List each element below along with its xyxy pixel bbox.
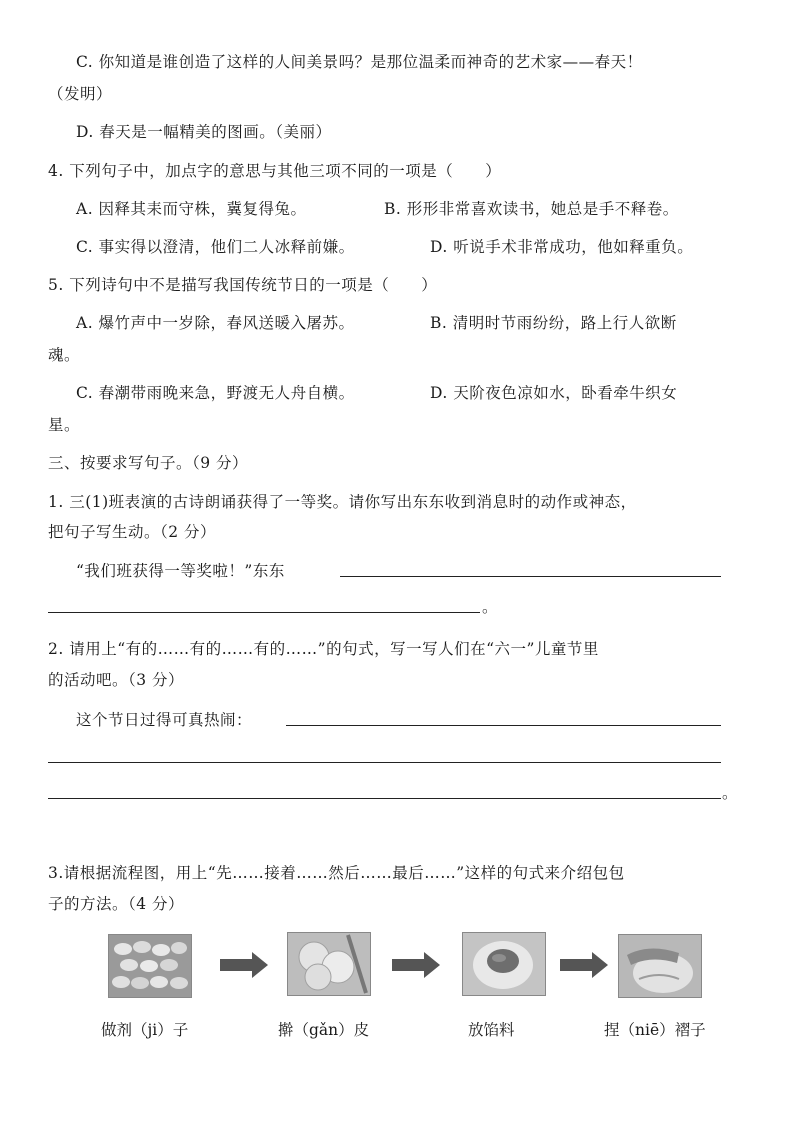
s3-q2-line1: 2. 请用上“有的……有的……有的……”的句式，写一写人们在“六一”儿童节里 xyxy=(48,640,599,658)
dough-pieces-photo xyxy=(108,934,192,998)
option-c-text: C. 你知道是谁创造了这样的人间美景吗？是那位温柔而神奇的艺术家——春天！ xyxy=(76,53,643,71)
right-arrow-icon xyxy=(220,952,268,978)
rolled-wrappers-photo xyxy=(287,932,371,996)
right-arrow-icon xyxy=(392,952,440,978)
s3-q2-line2: 的活动吧。（3 分） xyxy=(48,671,185,689)
step-3-label: 放馅料 xyxy=(468,1021,515,1039)
period-mark: 。 xyxy=(482,598,498,616)
answer-line[interactable] xyxy=(48,762,721,763)
s3-q1-line2: 把句子写生动。（2 分） xyxy=(48,523,217,541)
step-4-label: 捏（niē）褶子 xyxy=(604,1021,706,1039)
q4-option-d: D. 听说手术非常成功，他如释重负。 xyxy=(430,238,694,256)
filling-photo xyxy=(462,932,546,996)
option-c-continuation: （发明） xyxy=(48,85,113,103)
step-2-label: 擀（gǎn）皮 xyxy=(278,1021,370,1039)
answer-line[interactable] xyxy=(48,798,721,799)
q5-option-a: A. 爆竹声中一岁除，春风送暖入屠苏。 xyxy=(76,314,355,332)
option-d-text: D. 春天是一幅精美的图画。（美丽） xyxy=(76,123,332,141)
question-5-stem: 5. 下列诗句中不是描写我国传统节日的一项是（ ） xyxy=(48,276,438,294)
s3-q1-line1: 1. 三(1)班表演的古诗朗诵获得了一等奖。请你写出东东收到消息时的动作或神态， xyxy=(48,493,637,511)
answer-line[interactable] xyxy=(286,725,721,726)
q4-option-a: A. 因释其耒而守株，冀复得兔。 xyxy=(76,200,307,218)
answer-line[interactable] xyxy=(48,612,480,613)
step-1-label: 做剂（ji）子 xyxy=(101,1021,189,1039)
question-4-stem: 4. 下列句子中，加点字的意思与其他三项不同的一项是（ ） xyxy=(48,162,502,180)
answer-line[interactable] xyxy=(340,576,721,577)
q5-option-c: C. 春潮带雨晚来急，野渡无人舟自横。 xyxy=(76,384,355,402)
q5-option-b-continuation: 魂。 xyxy=(48,346,81,364)
q5-option-d: D. 天阶夜色凉如水，卧看牵牛织女 xyxy=(430,384,678,402)
q5-option-d-continuation: 星。 xyxy=(48,416,81,434)
s3-q3-line2: 子的方法。（4 分） xyxy=(48,895,185,913)
pleating-photo xyxy=(618,934,702,998)
q4-option-c: C. 事实得以澄清，他们二人冰释前嫌。 xyxy=(76,238,355,256)
s3-q1-prompt: “我们班获得一等奖啦！”东东 xyxy=(76,562,285,580)
s3-q3-line1: 3.请根据流程图，用上“先……接着……然后……最后……”这样的句式来介绍包包 xyxy=(48,864,625,882)
q4-option-b: B. 形形非常喜欢读书，她总是手不释卷。 xyxy=(384,200,679,218)
q5-option-b: B. 清明时节雨纷纷，路上行人欲断 xyxy=(430,314,677,332)
section-3-title: 三、按要求写句子。（9 分） xyxy=(48,454,249,472)
right-arrow-icon xyxy=(560,952,608,978)
period-mark: 。 xyxy=(722,784,738,802)
s3-q2-prompt: 这个节日过得可真热闹： xyxy=(76,711,253,729)
